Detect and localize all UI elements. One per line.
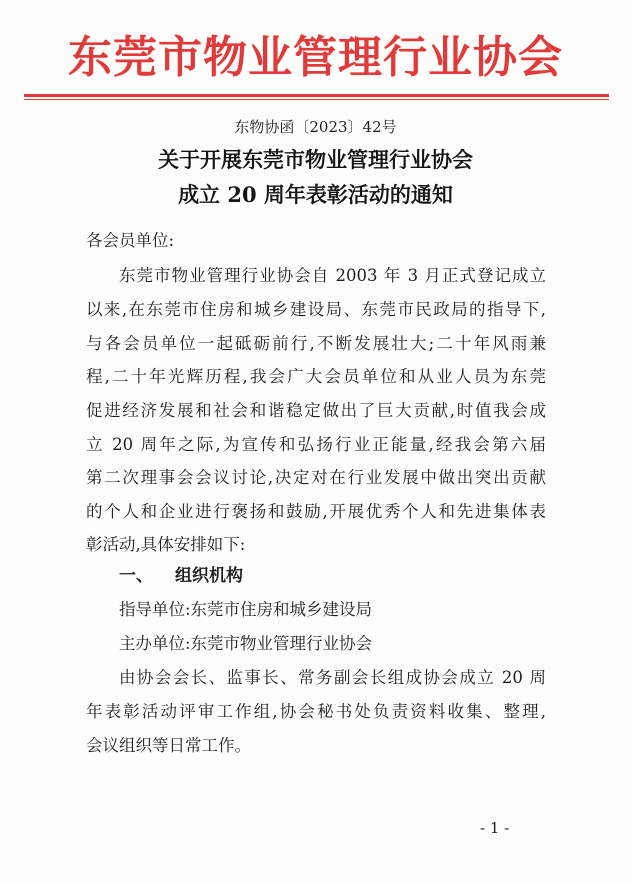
- document-number: 东物协函〔2023〕42号: [234, 118, 397, 136]
- host-unit: 主办单位:东莞市物业管理行业协会: [119, 634, 373, 653]
- paragraph-line: 第二次理事会会议讨论,决定对在行业发展中做出突出贡献: [86, 468, 546, 487]
- paragraph-line: 年表彰活动评审工作组,协会秘书处负责资料收集、整理,: [86, 702, 546, 721]
- letterhead-title: 东莞市物业管理行业协会: [68, 32, 563, 83]
- letterhead-rule-thick: [24, 94, 609, 97]
- notice-title-line-2: 成立 20 周年表彰活动的通知: [178, 182, 453, 207]
- page-number: - 1 -: [480, 819, 510, 837]
- paragraph-line: 立 20 周年之际,为宣传和弘扬行业正能量,经我会第六届: [86, 435, 546, 454]
- paragraph-line: 会议组织等日常工作。: [86, 736, 251, 755]
- paragraph-line: 的个人和企业进行褒扬和鼓励,开展优秀个人和先进集体表: [86, 502, 546, 521]
- letterhead-rule-thin: [24, 99, 609, 100]
- section-title: 组织机构: [175, 566, 243, 586]
- paragraph-line: 与各会员单位一起砥砺前行,不断发展壮大;二十年风雨兼: [86, 334, 546, 353]
- salutation: 各会员单位:: [86, 231, 175, 250]
- paragraph-line: 由协会会长、监事长、常务副会长组成协会成立 20 周: [119, 668, 546, 687]
- paragraph-line: 东莞市物业管理行业协会自 2003 年 3 月正式登记成立: [119, 266, 546, 285]
- paragraph-line: 促进经济发展和社会和谐稳定做出了巨大贡献,时值我会成: [86, 401, 546, 420]
- section-heading: [119, 564, 243, 588]
- guide-unit: 指导单位:东莞市住房和城乡建设局: [119, 600, 373, 619]
- paragraph-line: 以来,在东莞市住房和城乡建设局、东莞市民政局的指导下,: [86, 300, 546, 319]
- section-number: 一、: [119, 566, 153, 586]
- paragraph-line: 程,二十年光辉历程,我会广大会员单位和从业人员为东莞: [86, 367, 546, 386]
- notice-title-line-1: 关于开展东莞市物业管理行业协会: [158, 147, 473, 172]
- paragraph-line: 彰活动,具体安排如下:: [86, 535, 246, 554]
